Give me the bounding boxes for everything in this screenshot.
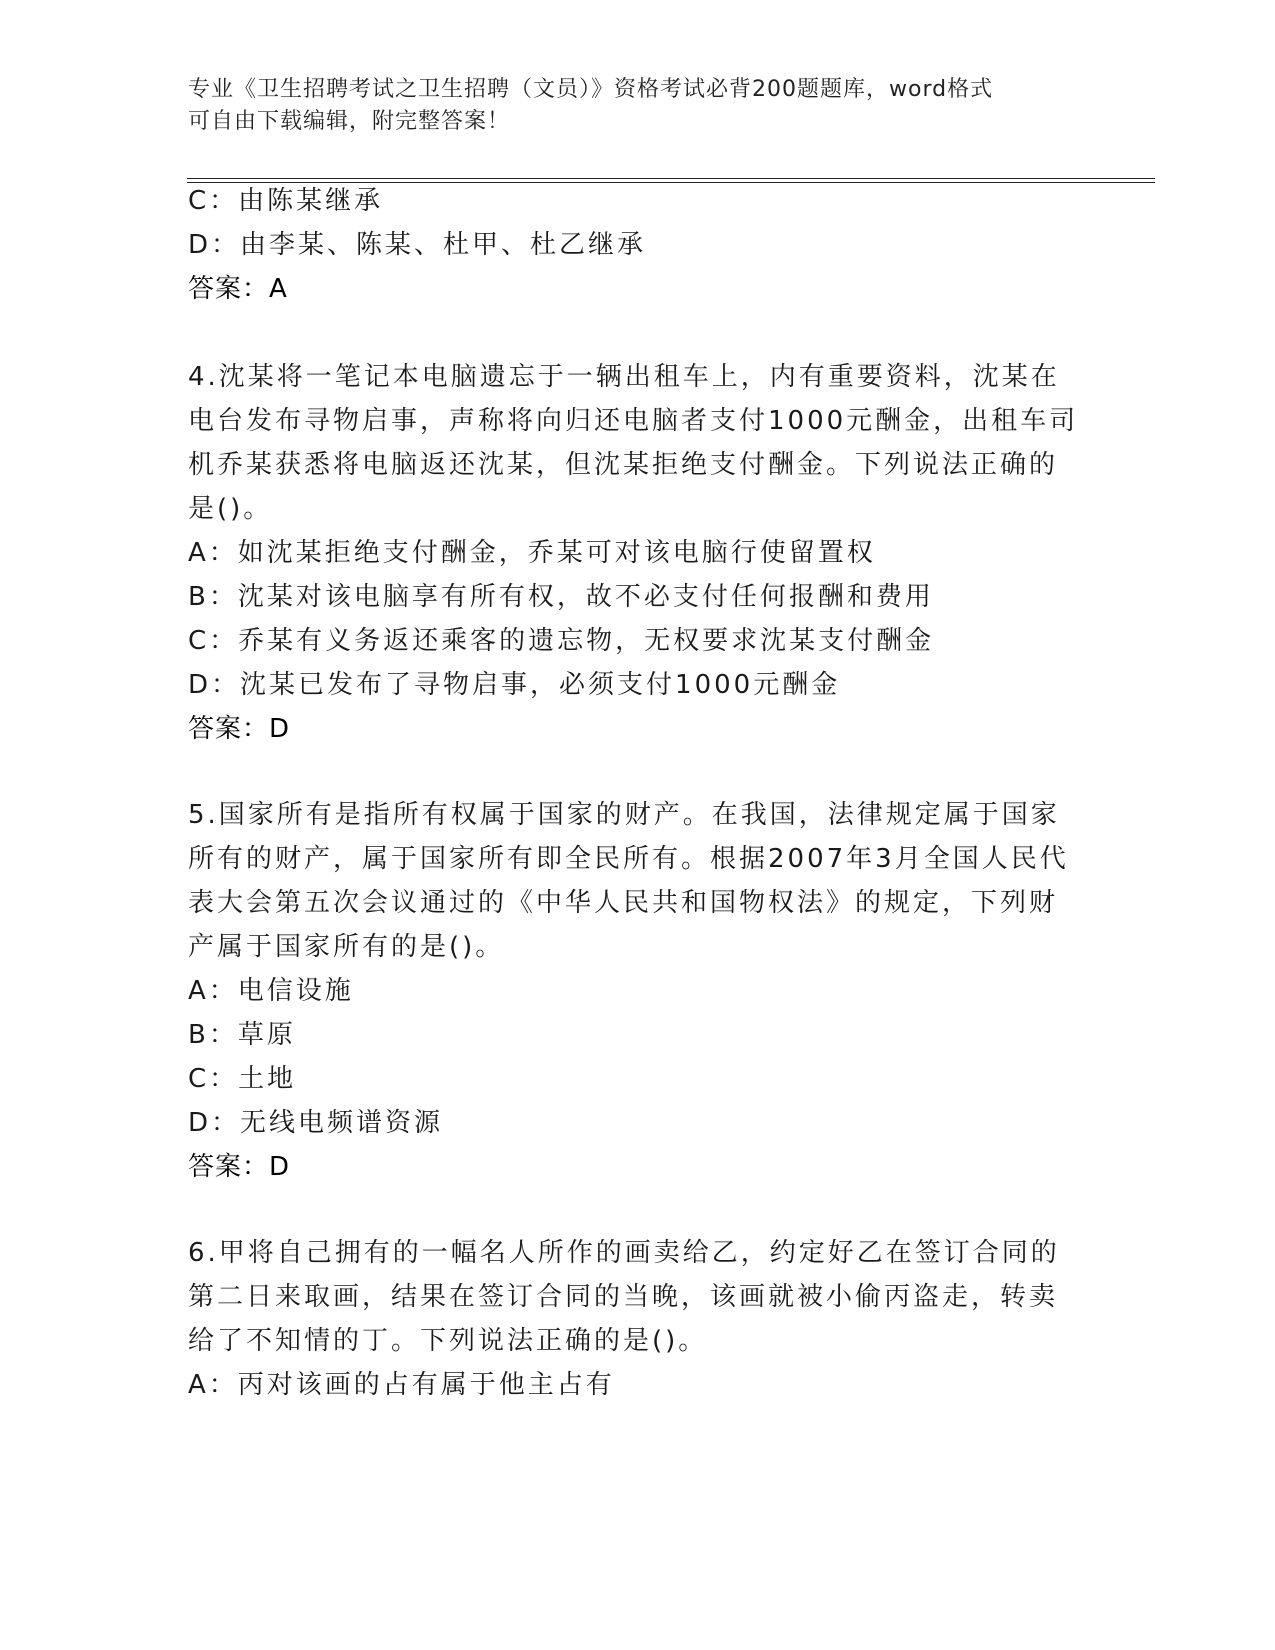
q3-answer: 答案：A bbox=[188, 274, 288, 304]
header-title-line-1: 专业《卫生招聘考试之卫生招聘（文员）》资格考试必背200题题库，word格式 bbox=[188, 77, 994, 102]
q5-stem-line-4: 产属于国家所有的是()。 bbox=[188, 932, 505, 962]
q4-stem-line-1: 4.沈某将一笔记本电脑遗忘于一辆出租车上，内有重要资料，沈某在 bbox=[188, 362, 1060, 392]
q4-stem-line-3: 机乔某获悉将电脑返还沈某，但沈某拒绝支付酬金。下列说法正确的 bbox=[188, 450, 1059, 480]
page-header bbox=[188, 74, 1068, 138]
q5-answer: 答案：D bbox=[188, 1152, 291, 1182]
header-divider bbox=[187, 178, 1155, 183]
q4-option-c: C：乔某有义务返还乘客的遗忘物，无权要求沈某支付酬金 bbox=[188, 626, 935, 656]
q6-stem-line-2: 第二日来取画，结果在签订合同的当晚，该画就被小偷丙盗走，转卖 bbox=[188, 1282, 1059, 1312]
q5-stem-line-3: 表大会第五次会议通过的《中华人民共和国物权法》的规定，下列财 bbox=[188, 888, 1059, 918]
q3-option-d: D：由李某、陈某、杜甲、杜乙继承 bbox=[188, 230, 647, 260]
q5-stem-line-1: 5.国家所有是指所有权属于国家的财产。在我国，法律规定属于国家 bbox=[188, 800, 1060, 830]
q6-stem-line-1: 6.甲将自己拥有的一幅名人所作的画卖给乙，约定好乙在签订合同的 bbox=[188, 1238, 1060, 1268]
q4-stem-line-2: 电台发布寻物启事，声称将向归还电脑者支付1000元酬金，出租车司 bbox=[188, 406, 1079, 436]
q6-option-a: A：丙对该画的占有属于他主占有 bbox=[188, 1370, 615, 1400]
q3-option-c: C：由陈某继承 bbox=[188, 186, 384, 216]
q5-option-a: A：电信设施 bbox=[188, 976, 354, 1006]
q4-stem-line-4: 是()。 bbox=[188, 494, 273, 524]
q4-option-a: A：如沈某拒绝支付酬金，乔某可对该电脑行使留置权 bbox=[188, 538, 876, 568]
header-title-line-2: 可自由下载编辑，附完整答案！ bbox=[188, 109, 511, 134]
q5-option-c: C：土地 bbox=[188, 1064, 297, 1094]
q5-stem-line-2: 所有的财产，属于国家所有即全民所有。根据2007年3月全国人民代 bbox=[188, 844, 1069, 874]
q5-option-d: D：无线电频谱资源 bbox=[188, 1108, 444, 1138]
q4-option-d: D：沈某已发布了寻物启事，必须支付1000元酬金 bbox=[188, 670, 841, 700]
q5-option-b: B：草原 bbox=[188, 1020, 296, 1050]
q4-option-b: B：沈某对该电脑享有所有权，故不必支付任何报酬和费用 bbox=[188, 582, 934, 612]
q6-stem-line-3: 给了不知情的丁。下列说法正确的是()。 bbox=[188, 1326, 708, 1356]
q4-answer: 答案：D bbox=[188, 714, 291, 744]
